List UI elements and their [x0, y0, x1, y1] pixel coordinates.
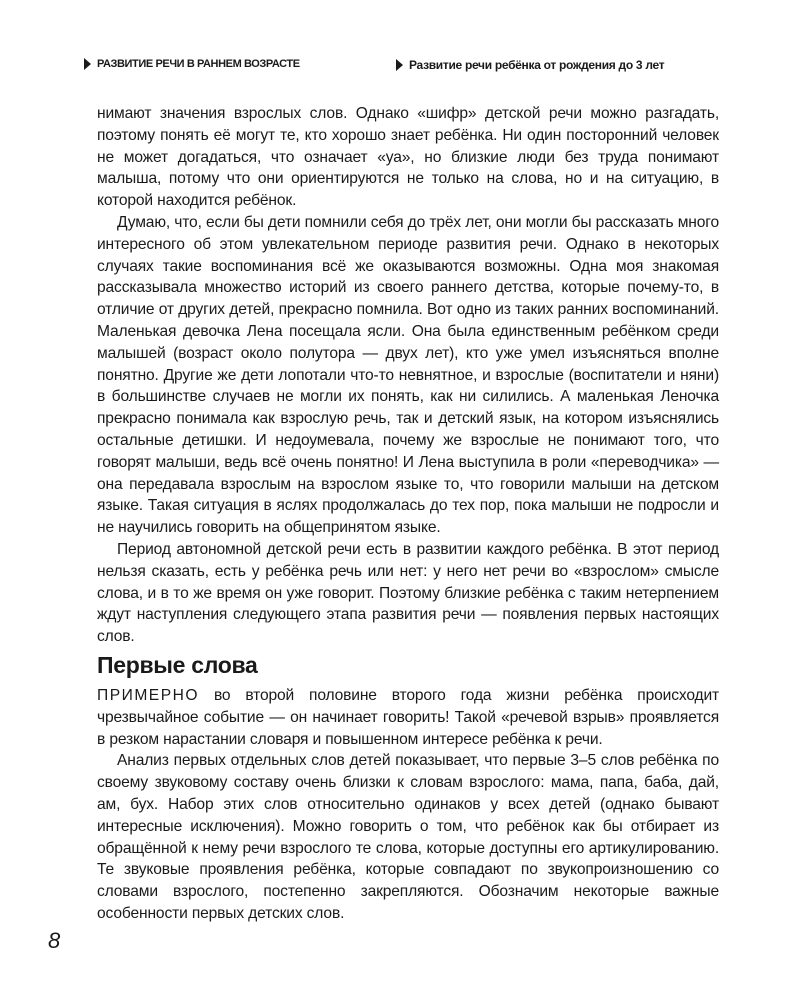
lead-paragraph — [97, 685, 719, 750]
header-left-text: РАЗВИТИЕ РЕЧИ В РАННЕМ ВОЗРАСТЕ — [97, 58, 300, 70]
page-number: 8 — [48, 928, 61, 953]
paragraph: нимают значения взрослых слов. Однако «шифр» детской речи можно разгадать, поэтому понять её могут те, кто хорошо знает ребёнка. Ни один посторонний человек не может догадаться, что означает «уа», но близкие люди без труда понимают малыша, потому что они ориентируются не только на слова, но и на ситуацию, в которой находится ребёнок. — [97, 105, 719, 210]
header-section-right — [396, 58, 664, 72]
running-header — [84, 58, 724, 82]
triangle-bullet-icon — [84, 58, 91, 70]
body-text-top — [97, 103, 719, 648]
paragraph: Период автономной детской речи есть в развитии каждого ребёнка. В этот период нельзя сказать, есть у ребёнка речь или нет: у него нет речи во «взрослом» смысле слова, и в то же время он уже говорит. Поэтому близкие ребёнка с таким нетерпением ждут наступления следующего этапа развития речи — появления первых настоящих слов. — [97, 540, 719, 646]
body-text-section — [97, 685, 719, 925]
lead-rest: во второй половине второго года жизни ребёнка происходит чрезвычайное событие — он начинает говорить! Такой «речевой взрыв» проявляется в резком нарастании словаря и повышенном интересе ребёнка к речи. — [97, 687, 719, 748]
section-heading: Первые слова — [97, 652, 258, 678]
paragraph: Думаю, что, если бы дети помнили себя до трёх лет, они могли бы рассказать много интересного об этом увлекательном периоде развития речи. Однако в некоторых случаях такие воспоминания всё же оказываются возможны. Одна моя знакомая рассказывала множество историй из своего раннего детства, которые почему-то, в отличие от других детей, прекрасно помнила. Вот одно из таких ранних воспоминаний. Маленькая девочка Лена посещала ясли. Она была единственным ребёнком среди малышей (возраст около полутора — двух лет), кто уже умел изъясняться вполне понятно. Другие же дети лопотали что-то невнятное, и взрослые (воспитатели и няни) в большинстве случаев не могли их понять, как ни силились. А маленькая Леночка прекрасно понимала как взрослую речь, так и детский язык, на котором изъяснялись остальные детишки. И недоумевала, почему же взрослые не понимают того, что говорят малыши, ведь всё очень понятно! И Лена выступила в роли «переводчика» — она передавала взрослым на взрослом языке то, что говорили малыши на детском языке. Такая ситуация в яслях продолжалась до тех пор, пока малыши не подросли и не научились говорить на общепринятом языке. — [97, 213, 719, 537]
lead-word: ПРИМЕРНО — [97, 687, 199, 704]
paragraph: Анализ первых отдельных слов детей показывает, что первые 3–5 слов ребёнка по своему звуковому составу очень близки к словам взрослого: мама, папа, баба, дай, ам, бух. Набор этих слов относительно одинаков у всех детей (однако бывают интересные исключения). Можно говорить о том, что ребёнок как бы отбирает из обращённой к нему речи взрослого те слова, которые доступны его артикулированию. Те звуковые проявления ребёнка, которые совпадают по звукопроизношению со словами взрослого, постепенно закрепляются. Обозначим некоторые важные особенности первых детских слов. — [97, 752, 719, 922]
triangle-bullet-icon — [396, 59, 403, 71]
header-right-text: Развитие речи ребёнка от рождения до 3 лет — [409, 58, 665, 72]
header-section-left — [84, 58, 300, 70]
